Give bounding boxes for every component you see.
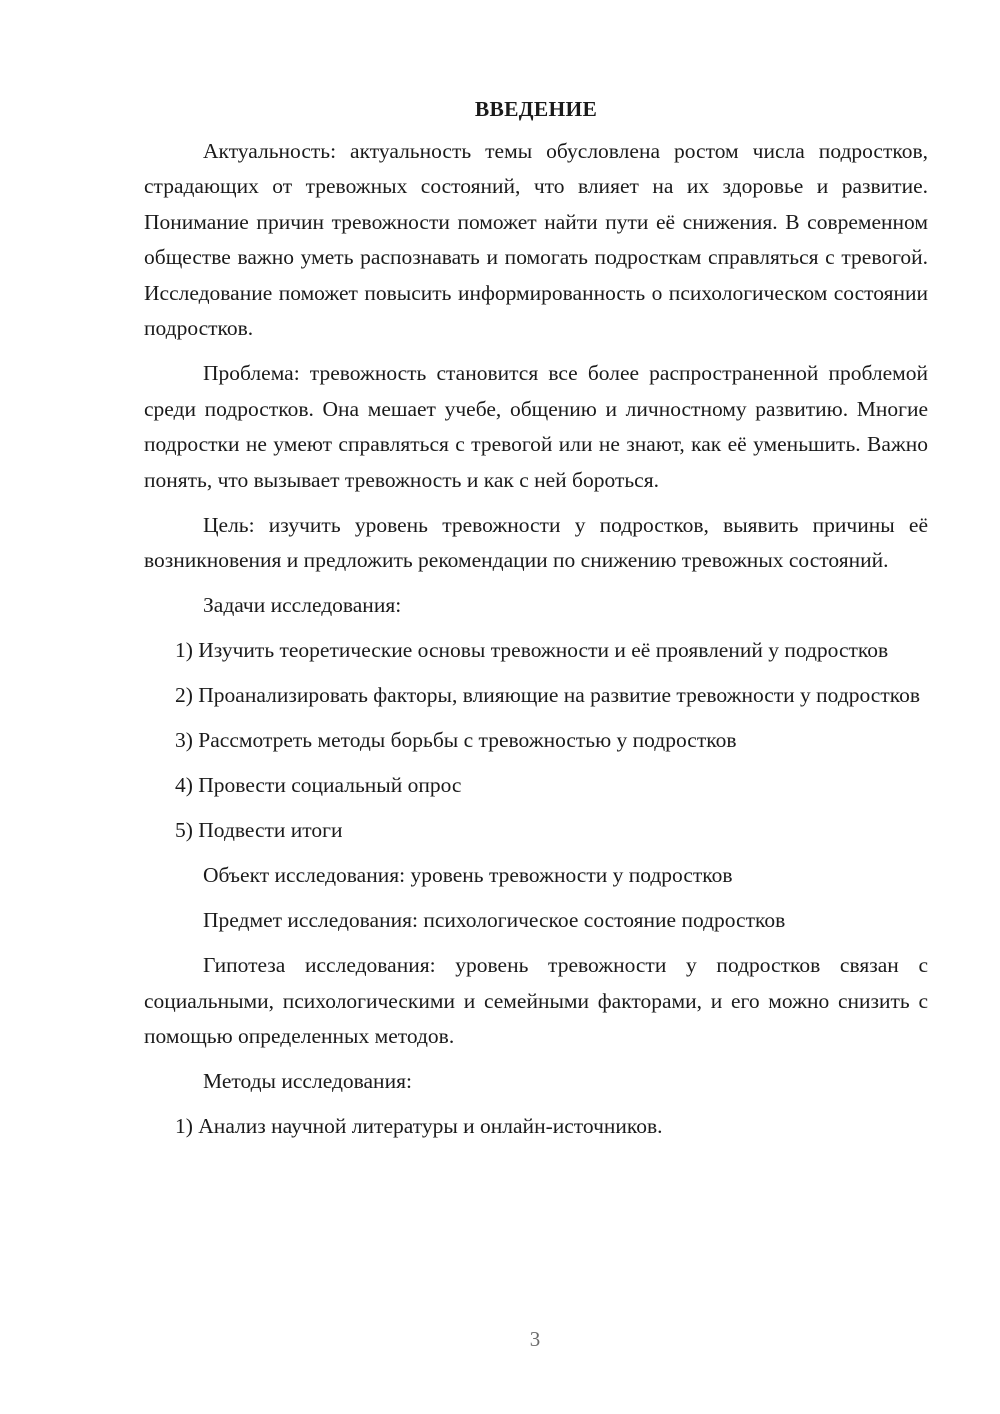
section-title: ВВЕДЕНИЕ (474, 97, 598, 121)
goal-paragraph: Цель: изучить уровень тревожности у подростков, выявить причины её возникновения и предложить рекомендации по снижению тревожных состояний. (144, 512, 928, 572)
hypothesis-paragraph: Гипотеза исследования: уровень тревожности у подростков связан с социальными, психологическими и семейными факторами, и его можно снизить с помощью определенных методов. (144, 953, 928, 1048)
task-item: 3) Рассмотреть методы борьбы с тревожностью у подростков (175, 728, 737, 752)
methods-heading: Методы исследования: (203, 1069, 412, 1093)
page-number: 3 (529, 1327, 541, 1351)
task-item: 5) Подвести итоги (175, 818, 343, 842)
relevance-paragraph: Актуальность: актуальность темы обусловлена ростом числа подростков, страдающих от тревожных состояний, что влияет на их здоровье и развитие. Понимание причин тревожности поможет найти пути её снижения. В современном обществе важно уметь распознавать и помогать подросткам справляться с тревогой. Исследование поможет повысить информированность о психологическом состоянии подростков. (144, 138, 928, 340)
problem-paragraph: Проблема: тревожность становится все более распространенной проблемой среди подростков. Она мешает учебе, общению и личностному развитию. Многие подростки не умеют справляться с тревогой или не знают, как её уменьшить. Важно понять, что вызывает тревожность и как с ней бороться. (144, 361, 928, 492)
task-item: 1) Изучить теоретические основы тревожности и её проявлений у подростков (175, 638, 889, 662)
task-item: 2) Проанализировать факторы, влияющие на развитие тревожности у подростков (175, 683, 920, 707)
method-item: 1) Анализ научной литературы и онлайн-источников. (175, 1114, 663, 1138)
object-line: Объект исследования: уровень тревожности у подростков (203, 863, 733, 887)
page-content (144, 92, 928, 1145)
subject-line: Предмет исследования: психологическое состояние подростков (203, 908, 786, 932)
task-item: 4) Провести социальный опрос (175, 773, 462, 797)
tasks-heading: Задачи исследования: (203, 593, 402, 617)
